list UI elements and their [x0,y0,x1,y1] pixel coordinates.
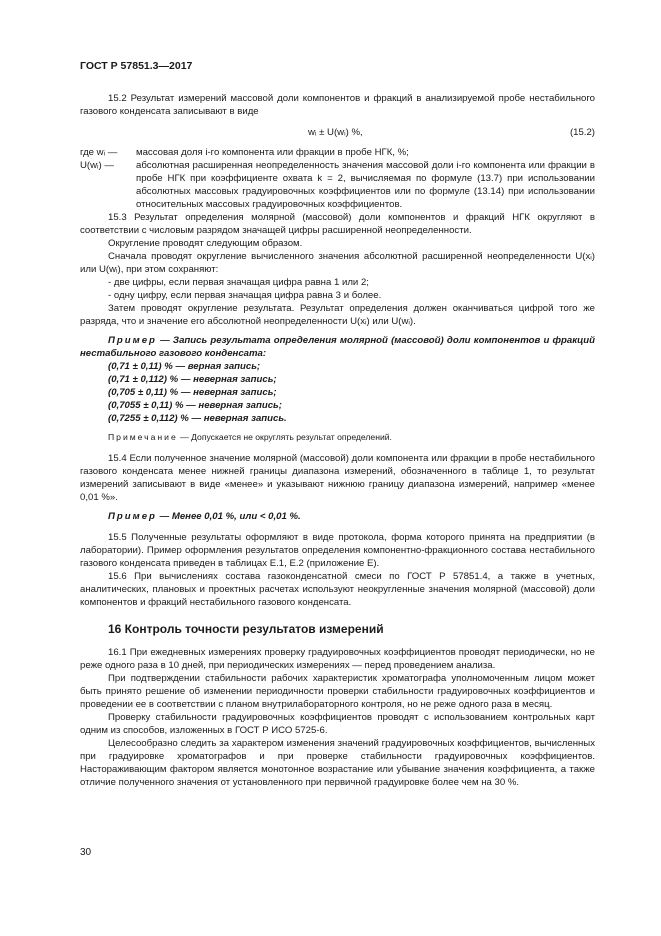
definition-term: U(wᵢ) — [80,160,115,171]
example-heading [80,334,595,360]
list-item: - одну цифру, если первая значащая цифра равна 3 и более. [108,290,382,301]
paragraph-15-6: 15.6 При вычислениях состава газоконденсатной смеси по ГОСТ Р 57851.4, а также в учетных, аналитических, плановых и проектных расчетах используют неокругленные значения молярной (массовой) доли компонентов и фракций нестабильного газового конденсата. [80,571,595,608]
definition-desc: массовая доля i-го компонента или фракции в пробе НГК, %; [136,147,409,158]
definition-item [80,159,595,211]
formula-number: (15.2) [569,127,595,138]
list-item: - две цифры, если первая значащая цифра равна 1 или 2; [108,277,369,288]
example2-text: — Менее 0,01 %, или < 0,01 %. [156,511,301,522]
example-entry: (0,71 ± 0,112) % — неверная запись; [108,374,277,385]
example2-label: Пример [108,511,157,522]
note-text: — Допускается не округлять результат определений. [177,432,392,442]
document-header: ГОСТ Р 57851.3—2017 [80,60,193,72]
definitions-list [80,146,595,211]
document-body [80,92,595,789]
formula-15-2 [80,122,595,144]
example-title: — Запись результата определения молярной (массовой) доли компонентов и фракций нестабильного газового конденсата: [80,335,595,359]
section-16-heading: 16 Контроль точности результатов измерений [108,622,384,636]
definition-desc: абсолютная расширенная неопределенность значения массовой доли i-го компонента или фракции в пробе НГК при коэффициенте охвата k = 2, вычисляемая по формуле (13.7) при использовании абсолютных массовых градуировочных коэффициентов или по формуле (13.14) при использовании относительных массовых градуировочных коэффициентов. [136,160,595,210]
paragraph-16-stability: При подтверждении стабильности рабочих характеристик хроматографа уполномоченным лицом может быть принято решение об изменении периодичности проверки стабильности градуировочных коэффициентов и проведении ее в соответствии с планом внутрилабораторного контроля, но не реже одного раза в месяц. [80,673,595,710]
paragraph-rounding: Округление проводят следующим образом. [108,238,303,249]
example-label: Пример [108,335,157,346]
example-entry: (0,7255 ± 0,112) % — неверная запись. [108,413,287,424]
paragraph-16-control-charts: Проверку стабильности градуировочных коэффициентов проводят с использованием контрольных карт одним из способов, изложенных в ГОСТ Р ИСО 5725-6. [80,712,595,736]
paragraph-16-monitoring: Целесообразно следить за характером изменения значений градуировочных коэффициентов, вычисленных при градуировке хроматографов и при проверке стабильности градуировочных коэффициентов. Настораживающим фактором является монотонное возрастание или убывание значения коэффициента, а также отличие полученного значения от установленного при первичной градуировке более чем на 30 %. [80,738,595,788]
paragraph-16-1: 16.1 При ежедневных измерениях проверку градуировочных коэффициентов проводят периодически, но не реже одного раза в 10 дней, при периодических измерениях — перед проведением анализа. [80,647,595,671]
definition-item [80,146,595,159]
example-entry: (0,705 ± 0,11) % — неверная запись; [108,387,277,398]
formula-expression: wᵢ ± U(wᵢ) %, [308,127,363,138]
paragraph-15-2: 15.2 Результат измерений массовой доли компонентов и фракций в анализируемой пробе нестабильного газового конденсата записывают в виде [80,93,595,117]
paragraph-rounding-then: Затем проводят округление результата. Результат определения должен оканчиваться цифрой того же разряда, что и значение его абсолютной неопределенности U(xᵢ) или U(wᵢ). [80,303,595,327]
example2 [80,510,595,523]
paragraph-15-4: 15.4 Если полученное значение молярной (массовой) доли компонента или фракции в пробе нестабильного газового конденсата менее нижней границы диапазона измерений, обозначенного в таблице 1, то результат измерений записывают в виде «менее» и указывают нижнюю границу диапазона измерений, например «менее 0,01 %». [80,453,595,503]
definition-term: где wᵢ — [80,147,118,158]
paragraph-15-5: 15.5 Полученные результаты оформляют в виде протокола, форма которого принята на предприятии (в лаборатории). Пример оформления результатов определения компонентно-фракционного состава нестабильного газового конденсата приведен в таблицах Е.1, Е.2 (приложение Е). [80,532,595,569]
example-entry: (0,7055 ± 0,11) % — неверная запись; [108,400,282,411]
paragraph-15-3: 15.3 Результат определения молярной (массовой) доли компонентов и фракций НГК округляют в соответствии с числовым разрядом значащей цифры расширенной неопределенности. [80,212,595,236]
paragraph-rounding-first: Сначала проводят округление вычисленного значения абсолютной расширенной неопределенности U(xᵢ) или U(wᵢ), при этом сохраняют: [80,251,595,275]
page-number: 30 [80,847,92,858]
note [80,431,595,444]
note-label: Примечание [108,432,178,442]
example-entry: (0,71 ± 0,11) % — верная запись; [108,361,261,372]
